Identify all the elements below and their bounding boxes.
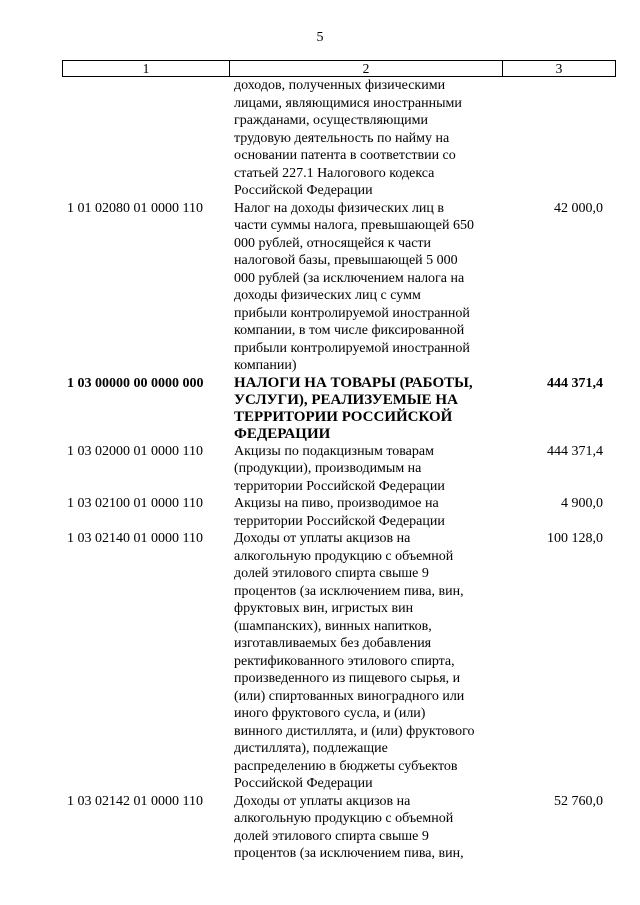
row-code [62, 77, 229, 200]
row-amount [502, 77, 616, 200]
row-code: 1 01 02080 01 0000 110 [67, 200, 203, 216]
row-name: Доходы от уплаты акцизов на алкогольную продукцию с объемной долей этилового спирта свыше 9 процентов (за исключением пива, вин, фруктовых вин, игристых вин (шампанских), винных напитков, изготавливаемых без добавления ректификованного этилового спирта, произведенного из пищевого сырья, и (или) спиртованных виноградного или иного фруктового сусла, и (или) винного дистиллята, и (или) фруктового дистиллята), подлежащие распределению в бюджеты субъектов Российской Федерации [234, 531, 475, 791]
row-name: Доходы от уплаты акцизов на алкогольную продукцию с объемной долей этилового спирта свыше 9 процентов (за исключением пива, вин, [234, 793, 464, 861]
row-name: НАЛОГИ НА ТОВАРЫ (РАБОТЫ, УСЛУГИ), РЕАЛИЗУЕМЫЕ НА ТЕРРИТОРИИ РОССИЙСКОЙ ФЕДЕРАЦИИ [234, 374, 473, 442]
header-col-3: 3 [555, 61, 563, 76]
header-col-2: 2 [230, 61, 503, 76]
row-code: 1 03 02140 01 0000 110 [67, 531, 203, 546]
row-name: Акцизы по подакцизным товарам (продукции), производимым на территории Российской Федерации [234, 443, 445, 494]
row-name: Налог на доходы физических лиц в части суммы налога, превышающей 650 000 рублей, относящейся к части налоговой базы, превышающей 5 000 000 рублей (за исключением налога на доходы физических лиц с сумм прибыли контролируемой иностранной компании, в том числе фиксированной прибыли контролируемой иностранной компании) [234, 200, 474, 373]
budget-table [62, 77, 616, 863]
row-name: Акцизы на пиво, производимое на территории Российской Федерации [234, 496, 445, 529]
table-row [62, 77, 616, 200]
row-code: 1 03 00000 00 0000 000 [67, 375, 204, 391]
row-code: 1 03 02000 01 0000 110 [67, 443, 203, 459]
row-code: 1 03 02142 01 0000 110 [67, 793, 203, 809]
row-name: доходов, полученных физическими лицами, являющимися иностранными гражданами, осуществляющими трудовую деятельность по найму на основании патента в соответствии со статьей 227.1 Налогового кодекса Российской Федерации [234, 78, 462, 198]
row-code: 1 03 02100 01 0000 110 [67, 496, 203, 511]
row-amount: 100 128,0 [547, 531, 603, 546]
row-amount: 444 371,4 [547, 375, 603, 391]
table-row [62, 793, 616, 863]
row-amount: 52 760,0 [554, 793, 603, 809]
table-row [62, 530, 616, 793]
page-number: 5 [316, 30, 324, 45]
header-col-1: 1 [63, 61, 230, 76]
row-amount: 42 000,0 [554, 200, 603, 216]
table-header [62, 60, 616, 77]
table-row [62, 495, 616, 530]
table-row-section [62, 375, 616, 443]
table-row [62, 443, 616, 496]
table-row [62, 200, 616, 375]
row-amount: 444 371,4 [547, 443, 603, 459]
row-amount: 4 900,0 [561, 496, 603, 511]
